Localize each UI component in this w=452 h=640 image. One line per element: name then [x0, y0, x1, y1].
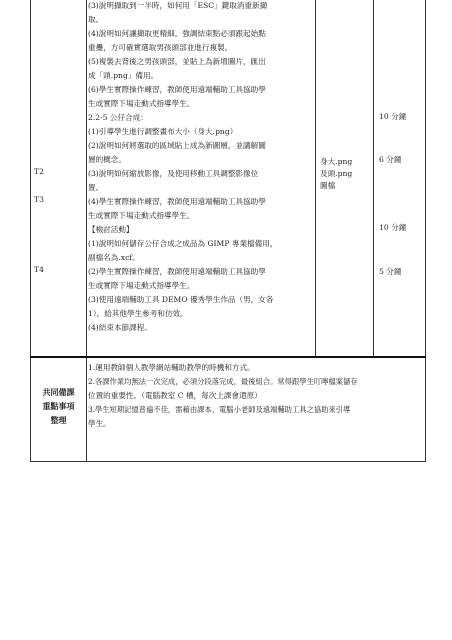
content-line: (5)複製去背後之男孩頭部，並貼上為新增圖片，匯出	[88, 57, 266, 66]
notes-label-line: 重點事項	[42, 401, 75, 411]
column-divider-resources	[315, 0, 316, 357]
resource-item: 及頭.png	[320, 169, 353, 178]
content-line: 副檔名為.xcf。	[88, 253, 140, 262]
content-line: 取。	[88, 15, 104, 24]
time-label-t2: T2	[34, 167, 44, 176]
time-label-t4: T4	[34, 265, 44, 274]
column-divider-content	[86, 357, 87, 462]
content-line: (4)結束本節課程。	[88, 323, 152, 332]
content-line: (6)學生實際操作練習，教師使用遠端輔助工具協助學	[88, 85, 266, 94]
content-line: 成「頭.png」備用。	[88, 71, 159, 80]
duration-label: 6 分鐘	[379, 155, 402, 164]
resource-item: 身大.png	[320, 157, 353, 166]
notes-line: 3.學生短期記憶普遍不佳，需藉由課本、電腦小老師及遠端輔助工具之協助來引導	[88, 405, 351, 414]
table-right-border	[425, 0, 426, 462]
notes-label-line: 整理	[50, 415, 67, 425]
content-line: 生或實際下場走動式指導學生。	[88, 281, 195, 290]
content-line: (1)引導學生進行調整畫布大小（身大.png）	[88, 127, 238, 136]
content-line: (3)說明如何縮放影像，及使用移動工具調整影像位	[88, 169, 259, 178]
content-line: 生或實際下場走動式指導學生。	[88, 99, 195, 108]
content-line: 層的概念。	[88, 155, 126, 164]
content-line: (3)說明擷取到一半時，如何用「ESC」鍵取消重新擷	[88, 1, 268, 10]
content-line: (2)學生實際操作練習，教師使用遠端輔助工具協助學	[88, 267, 266, 276]
column-divider-duration	[373, 0, 374, 357]
content-line: (4)說明如何讓擷取更精細，強調結束點必須跟起始點	[88, 29, 266, 38]
resource-item: 圖檔	[320, 181, 336, 190]
time-label-t3: T3	[34, 195, 44, 204]
row-divider-notes	[30, 356, 426, 358]
content-line: 【檢討活動】	[88, 225, 134, 234]
content-line: 1），給其他學生參考和仿效。	[88, 309, 188, 318]
notes-line: 2.各課作業均無法一次完成，必須分段落完成，最後組合。常得跟學生叮嚀檔案儲存	[88, 377, 358, 386]
content-line: 重疊，方可確實選取男孩頭部並進行複製。	[88, 43, 233, 52]
content-line: 2.2-5 公仔合成：	[88, 113, 148, 122]
content-line: (2)說明如何將選取的區域貼上成為新圖層，並講解圖	[88, 141, 266, 150]
notes-label-line: 共同備課	[42, 387, 75, 397]
notes-line: 學生。	[88, 419, 111, 428]
notes-line: 1.運用教師個人教學網站輔助教學的時機和方式。	[88, 363, 255, 372]
duration-label: 10 分鐘	[379, 112, 407, 121]
column-divider-time	[86, 0, 87, 357]
content-line: 置。	[88, 183, 104, 192]
notes-line: 位置的重要性。（電腦教室 C 槽，每次上課會還原）	[88, 391, 262, 400]
notes-section-label	[31, 385, 86, 427]
content-line: 生或實際下場走動式指導學生。	[88, 211, 195, 220]
duration-label: 10 分鐘	[379, 223, 407, 232]
content-line: (1)說明如何儲存公仔合成之成品為 GIMP 專業檔備用，	[88, 239, 278, 248]
content-line: (3)使用遠端輔助工具 DEMO 優秀學生作品（男，女各	[88, 295, 274, 304]
table-bottom-border	[30, 461, 426, 462]
content-line: (4)學生實際操作練習，教師使用遠端輔助工具協助學	[88, 197, 266, 206]
duration-label: 5 分鐘	[379, 267, 402, 276]
